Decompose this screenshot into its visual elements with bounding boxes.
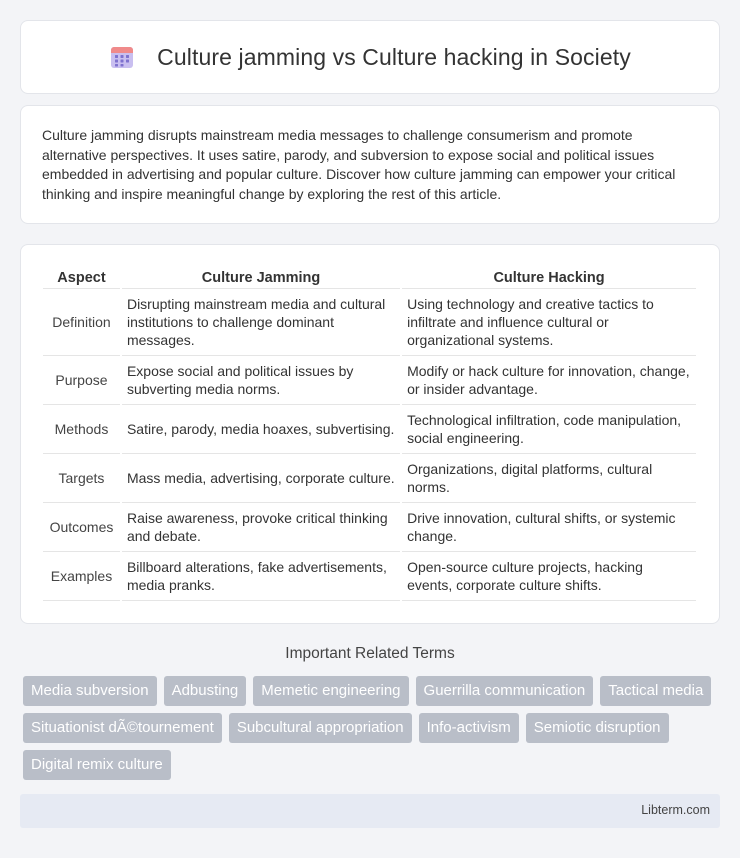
calendar-icon [109, 44, 135, 70]
cell-aspect: Examples [43, 552, 120, 601]
table-row [43, 552, 696, 601]
cell-aspect: Targets [43, 454, 120, 503]
cell-hacking: Open-source culture projects, hacking events, corporate culture shifts. [402, 552, 696, 601]
cell-hacking: Technological infiltration, code manipulation, social engineering. [402, 405, 696, 454]
term-tag[interactable]: Semiotic disruption [526, 713, 669, 743]
term-tag[interactable]: Info-activism [419, 713, 519, 743]
cell-jamming: Raise awareness, provoke critical thinking and debate. [122, 503, 400, 552]
term-tag[interactable]: Media subversion [23, 676, 157, 706]
table-row [43, 289, 696, 356]
term-tag[interactable]: Memetic engineering [253, 676, 408, 706]
cell-hacking: Drive innovation, cultural shifts, or systemic change. [402, 503, 696, 552]
term-tag[interactable]: Digital remix culture [23, 750, 171, 780]
table-row [43, 454, 696, 503]
footer-site-link[interactable]: Libterm.com [641, 803, 710, 817]
term-tag[interactable]: Situationist dÃ©tournement [23, 713, 222, 743]
table-row [43, 503, 696, 552]
header-aspect: Aspect [43, 263, 120, 289]
cell-jamming: Satire, parody, media hoaxes, subvertising. [122, 405, 400, 454]
term-tag[interactable]: Tactical media [600, 676, 711, 706]
table-header-row [43, 263, 696, 289]
cell-jamming: Billboard alterations, fake advertisements, media pranks. [122, 552, 400, 601]
footer [20, 794, 720, 828]
comparison-table [41, 263, 698, 601]
title-card [20, 20, 720, 94]
cell-hacking: Modify or hack culture for innovation, change, or insider advantage. [402, 356, 696, 405]
table-row [43, 356, 696, 405]
term-tag[interactable]: Subcultural appropriation [229, 713, 412, 743]
cell-aspect: Definition [43, 289, 120, 356]
header-culture-jamming: Culture Jamming [122, 263, 400, 289]
table-row [43, 405, 696, 454]
term-tag[interactable]: Guerrilla communication [416, 676, 594, 706]
cell-jamming: Mass media, advertising, corporate culture. [122, 454, 400, 503]
intro-card [20, 105, 720, 224]
cell-jamming: Expose social and political issues by subverting media norms. [122, 356, 400, 405]
term-tag[interactable]: Adbusting [164, 676, 247, 706]
header-culture-hacking: Culture Hacking [402, 263, 696, 289]
cell-hacking: Organizations, digital platforms, cultural norms. [402, 454, 696, 503]
cell-aspect: Methods [43, 405, 120, 454]
cell-jamming: Disrupting mainstream media and cultural institutions to challenge dominant messages. [122, 289, 400, 356]
page-title: Culture jamming vs Culture hacking in Society [157, 43, 631, 70]
intro-text: Culture jamming disrupts mainstream media messages to challenge consumerism and promote alternative perspectives. It uses satire, parody, and subversion to expose social and political issues embedded in advertising and popular culture. Discover how culture jamming can empower your critical thinking and inspire meaningful change by exploring the rest of this article. [42, 127, 676, 202]
cell-hacking: Using technology and creative tactics to infiltrate and influence cultural or organizational systems. [402, 289, 696, 356]
cell-aspect: Outcomes [43, 503, 120, 552]
related-terms-title: Important Related Terms [285, 645, 455, 662]
related-terms-list [23, 676, 723, 780]
cell-aspect: Purpose [43, 356, 120, 405]
comparison-card [20, 244, 720, 624]
